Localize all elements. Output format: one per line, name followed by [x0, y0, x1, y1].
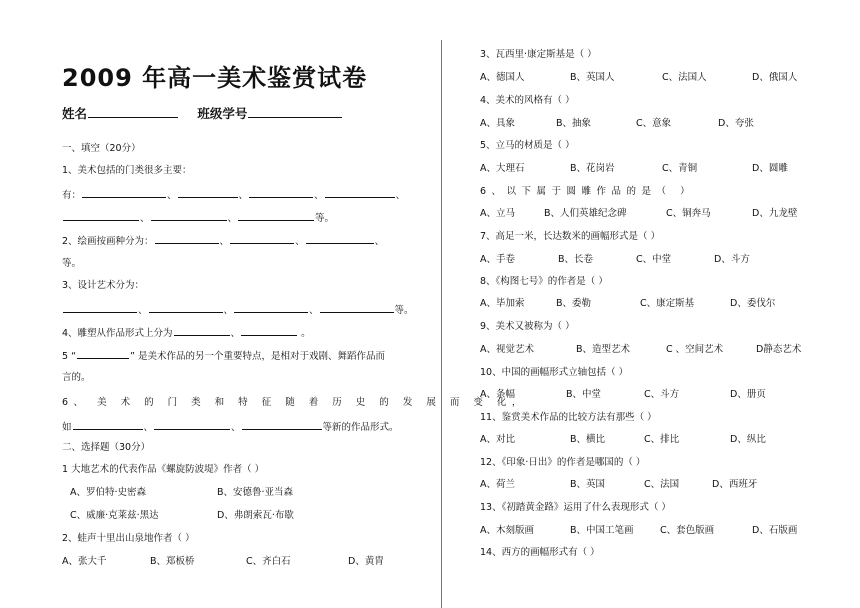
option-a[interactable]: A、木刻版画: [480, 525, 534, 536]
class-label: 班级学号: [197, 106, 248, 121]
blank[interactable]: [306, 233, 374, 244]
option-b[interactable]: B、人们英雄纪念碑: [544, 208, 627, 219]
blank[interactable]: [63, 302, 137, 313]
option-d[interactable]: D、斗方: [714, 254, 750, 265]
option-a[interactable]: A、罗伯特·史密森: [70, 487, 147, 498]
fill-question-4: [62, 325, 311, 341]
option-b[interactable]: B、英国: [570, 479, 606, 490]
option-d[interactable]: D、纵比: [730, 434, 766, 445]
separator: 、: [231, 422, 241, 433]
option-a[interactable]: A、德国人: [480, 72, 525, 83]
section-choice-heading: 二、选择题（30分）: [62, 442, 151, 453]
option-c[interactable]: C、铜奔马: [666, 208, 711, 219]
option-b[interactable]: B、长卷: [558, 254, 594, 265]
fill-question-1-blanks-row1: [62, 187, 405, 203]
separator: 、: [140, 213, 150, 224]
blank[interactable]: [73, 419, 143, 430]
q2-end: 等。: [62, 258, 82, 269]
fill-question-3-blanks: [62, 302, 414, 318]
option-a[interactable]: A、对比: [480, 434, 515, 445]
separator: 、: [138, 305, 148, 316]
option-b[interactable]: B、造型艺术: [576, 344, 631, 355]
separator: 、: [309, 305, 319, 316]
option-a[interactable]: A、立马: [480, 208, 515, 219]
separator: 、: [314, 190, 324, 201]
choice-question-3: 3、瓦西里·康定斯基是（ ）: [480, 49, 597, 60]
choice-question-9: 9、美术又被称为（ ）: [480, 321, 575, 332]
choice-question-4: 4、美术的风格有（ ）: [480, 95, 575, 106]
separator: 、: [223, 305, 234, 316]
right-column: [480, 0, 850, 608]
choice-question-5: 5、立马的材质是（ ）: [480, 140, 575, 151]
option-a[interactable]: A、条幅: [480, 389, 515, 400]
option-d[interactable]: D、石版画: [752, 525, 798, 536]
blank[interactable]: [178, 187, 238, 198]
option-a[interactable]: A、张大千: [62, 556, 107, 567]
option-c[interactable]: C、排比: [644, 434, 680, 445]
option-c[interactable]: C、斗方: [644, 389, 680, 400]
option-b[interactable]: B、委勒: [556, 298, 592, 309]
choice-question-10: 10、中国的画幅形式立轴包括（ ）: [480, 367, 629, 378]
fill-question-6-blanks: [62, 419, 399, 435]
option-d[interactable]: D、黄胄: [348, 556, 384, 567]
separator: 、: [219, 236, 230, 247]
q6-prefix: 如: [62, 422, 72, 433]
q1-prefix: 有：: [62, 190, 82, 201]
choice-question-14: 14、西方的画幅形式有（ ）: [480, 547, 600, 558]
blank[interactable]: [234, 302, 308, 313]
fill-question-3: 3、设计艺术分为：: [62, 280, 145, 291]
option-d[interactable]: D、弗朗索瓦·布歇: [217, 510, 294, 521]
blank[interactable]: [151, 210, 227, 221]
blank[interactable]: [320, 302, 394, 313]
option-b[interactable]: B、安德鲁·亚当森: [217, 487, 294, 498]
name-field[interactable]: [88, 107, 178, 118]
separator: 、: [238, 190, 249, 201]
choice-question-1: 1 大地艺术的代表作品《螺旋防波堤》作者（ ）: [62, 464, 265, 475]
blank[interactable]: [249, 187, 313, 198]
blank[interactable]: [325, 187, 395, 198]
deng-text: 等。: [394, 305, 414, 316]
blank[interactable]: [174, 325, 230, 336]
option-d[interactable]: D、俄国人: [752, 72, 798, 83]
separator: 、: [230, 328, 241, 339]
option-d[interactable]: D、册页: [730, 389, 766, 400]
option-b[interactable]: B、横比: [570, 434, 606, 445]
option-d[interactable]: D静态艺术: [756, 344, 802, 355]
separator: 、: [167, 190, 177, 201]
option-a[interactable]: A、视觉艺术: [480, 344, 534, 355]
option-d[interactable]: D、夸张: [718, 118, 754, 129]
option-a[interactable]: A、毕加索: [480, 298, 525, 309]
blank[interactable]: [82, 187, 166, 198]
option-c[interactable]: C、中堂: [636, 254, 672, 265]
option-c[interactable]: C、套色版画: [660, 525, 715, 536]
option-d[interactable]: D、圆雕: [752, 163, 788, 174]
separator: 、: [295, 236, 305, 247]
option-c[interactable]: C、威廉·克莱兹·黑达: [70, 510, 159, 521]
option-b[interactable]: B、郑板桥: [150, 556, 195, 567]
class-field[interactable]: [248, 107, 342, 118]
option-c[interactable]: C、齐白石: [246, 556, 291, 567]
fill-question-5: [62, 348, 385, 364]
option-d[interactable]: D、委伐尔: [730, 298, 776, 309]
blank[interactable]: [230, 233, 294, 244]
blank[interactable]: [238, 210, 314, 221]
period: 。: [301, 328, 311, 339]
q5-open: 5 “: [62, 351, 76, 362]
q5-end: 言的。: [62, 372, 91, 383]
choice-question-6: 6、以下属于圆雕作品的是（ ）: [480, 186, 696, 197]
fill-question-6: 6、 美 术 的 门 类 和 特 征 随 着 历 史 的 发 展 而 变 化，: [62, 397, 527, 408]
option-b[interactable]: B、英国人: [570, 72, 615, 83]
section-fill-heading: 一、填空（20分）: [62, 143, 141, 154]
option-c[interactable]: C、青铜: [662, 163, 698, 174]
name-label: 姓名: [62, 106, 88, 121]
separator: 、: [227, 213, 238, 224]
option-d[interactable]: D、九龙壁: [752, 208, 798, 219]
separator: 、: [143, 422, 154, 433]
option-c[interactable]: C、康定斯基: [640, 298, 695, 309]
fill-question-2: [62, 233, 384, 249]
fill-question-1-blanks-row2: [62, 210, 334, 226]
blank[interactable]: [155, 233, 219, 244]
choice-question-7: 7、高足一米，长达数米的画幅形式是（ ）: [480, 231, 661, 242]
option-a[interactable]: A、荷兰: [480, 479, 515, 490]
choice-question-12: 12、《印象·日出》的作者是哪国的（ ）: [480, 457, 646, 468]
choice-question-13: 13、《初踏黄金路》运用了什么表现形式（ ）: [480, 502, 671, 513]
deng-text: 等。: [315, 213, 335, 224]
blank[interactable]: [154, 419, 230, 430]
blank[interactable]: [77, 348, 129, 359]
q5-text: ” 是美术作品的另一个重要特点，是相对于戏剧、舞蹈作品而: [130, 351, 385, 362]
fill-question-1: 1、美术包括的门类很多主要：: [62, 165, 192, 176]
option-a[interactable]: A、大理石: [480, 163, 525, 174]
option-c[interactable]: C、法国人: [662, 72, 707, 83]
option-c[interactable]: C、意象: [636, 118, 672, 129]
blank[interactable]: [241, 325, 297, 336]
option-b[interactable]: B、中堂: [566, 389, 602, 400]
blank[interactable]: [149, 302, 223, 313]
column-divider: [441, 40, 442, 608]
q6-suffix: 等新的作品形式。: [322, 422, 399, 433]
option-a[interactable]: A、手卷: [480, 254, 515, 265]
blank[interactable]: [242, 419, 322, 430]
separator: 、: [374, 236, 385, 247]
choice-question-2: 2、蛙声十里出山泉地作者（ ）: [62, 533, 195, 544]
name-class-row: [62, 107, 343, 121]
choice-question-11: 11、鉴赏美术作品的比较方法有那些（ ）: [480, 412, 657, 423]
option-d[interactable]: D、西班牙: [712, 479, 758, 490]
blank[interactable]: [63, 210, 139, 221]
q2-text: 2、绘画按画种分为：: [62, 236, 154, 247]
choice-question-8: 8、《构图七号》的作者是（ ）: [480, 276, 608, 287]
separator: 、: [395, 190, 406, 201]
q4-text: 4、雕塑从作品形式上分为: [62, 328, 173, 339]
option-c[interactable]: C、法国: [644, 479, 680, 490]
option-b[interactable]: B、中国工笔画: [570, 525, 634, 536]
option-c[interactable]: C 、空间艺术: [666, 344, 724, 355]
option-a[interactable]: A、具象: [480, 118, 515, 129]
option-b[interactable]: B、抽象: [556, 118, 592, 129]
option-b[interactable]: B、花岗岩: [570, 163, 615, 174]
exam-title: 2009 年高一美术鉴赏试卷: [62, 64, 368, 92]
